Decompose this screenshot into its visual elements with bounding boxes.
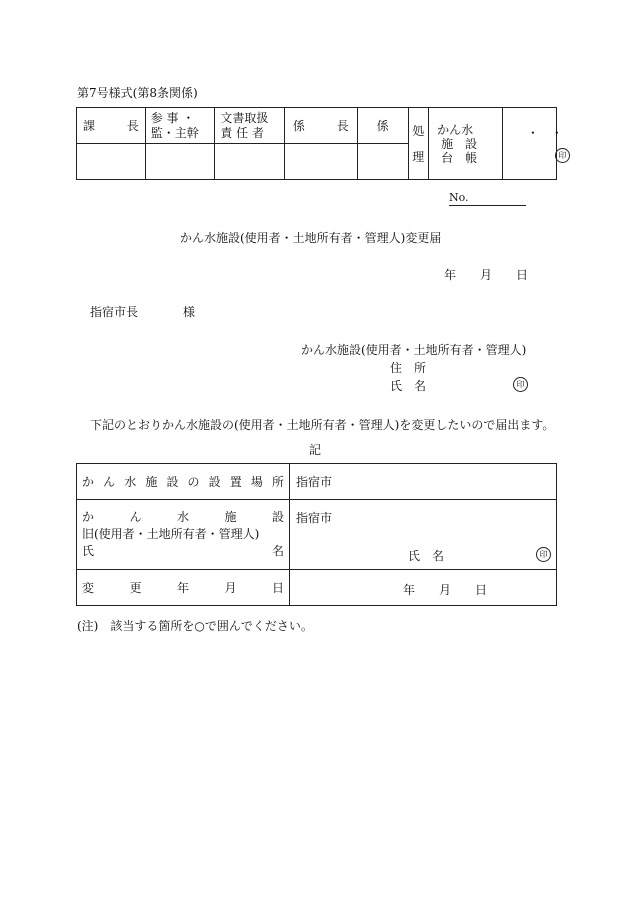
statement: 下記のとおりかん水施設の(使用者・土地所有者・管理人)を変更したいので届出ます。 bbox=[90, 418, 555, 432]
blank-cell bbox=[357, 144, 408, 180]
applicant-address-label: 住 所 bbox=[390, 361, 427, 375]
old-owner-value-cell: 指宿市 氏 名 印 bbox=[290, 500, 557, 570]
location-value-cell: 指宿市 bbox=[290, 464, 557, 500]
cell-kakari: 係 bbox=[357, 108, 408, 144]
page-title: かん水施設(使用者・土地所有者・管理人)変更届 bbox=[180, 231, 442, 245]
note: (注) 該当する箇所を○で囲んでください。 bbox=[77, 619, 313, 633]
location-label-cell: かん水施設の設置場所 bbox=[77, 464, 290, 500]
date-line: 年 月 日 bbox=[444, 268, 529, 282]
blank-cell bbox=[215, 144, 285, 180]
details-table bbox=[76, 463, 557, 606]
approval-table bbox=[76, 107, 567, 180]
old-owner-label-cell: かん水施設 旧(使用者・土地所有者・管理人) 氏名 bbox=[77, 500, 290, 570]
seal-icon: 印 bbox=[536, 547, 551, 562]
cell-kacho: 課 長 bbox=[77, 108, 146, 144]
addressee-honorific: 様 bbox=[183, 305, 196, 319]
change-date-label-cell: 変更年月日 bbox=[77, 570, 290, 606]
addressee: 指宿市長 bbox=[90, 305, 139, 319]
blank-cell bbox=[284, 144, 357, 180]
cell-ledger-date: ・ ・ 印 bbox=[502, 108, 556, 180]
cell-shori: 処 理 bbox=[408, 108, 429, 180]
applicant-name-label: 氏 名 bbox=[390, 379, 427, 393]
ki-label: 記 bbox=[309, 443, 322, 457]
seal-icon: 印 bbox=[513, 377, 528, 392]
cell-kakaricho: 係 長 bbox=[284, 108, 357, 144]
cell-ledger: かん水 施 設 台 帳 bbox=[429, 108, 503, 180]
change-date-value-cell: 年 月 日 bbox=[290, 570, 557, 606]
cell-sanji: 参 事 ・ 監・主幹 bbox=[145, 108, 215, 144]
seal-icon: 印 bbox=[555, 148, 570, 163]
blank-cell bbox=[145, 144, 215, 180]
applicant-role: かん水施設(使用者・土地所有者・管理人) bbox=[301, 343, 527, 357]
form-id: 第7号様式(第8条関係) bbox=[77, 86, 198, 100]
number-field: No. bbox=[449, 191, 526, 206]
cell-bunsho: 文書取扱 責 任 者 bbox=[215, 108, 285, 144]
blank-cell bbox=[77, 144, 146, 180]
